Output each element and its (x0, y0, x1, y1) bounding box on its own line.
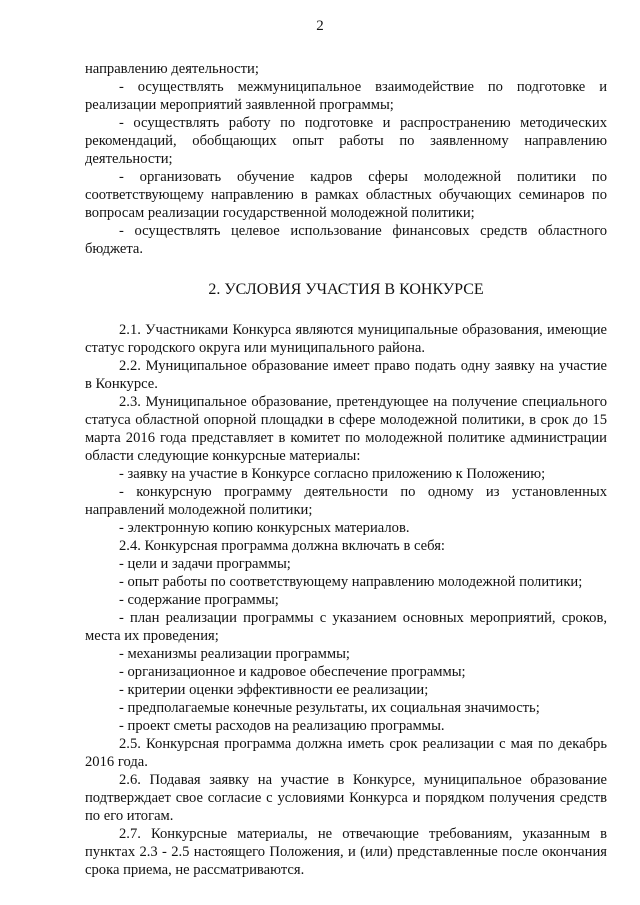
list-item: - цели и задачи программы; (119, 556, 291, 572)
intro-line: направлению деятельности; (85, 61, 259, 77)
list-item: - предполагаемые конечные результаты, их социальная значимость; (119, 700, 540, 716)
intro-list-item: - осуществлять целевое использование финансовых средств областного бюджета. (85, 223, 607, 257)
paragraph-2-5: 2.5. Конкурсная программа должна иметь срок реализации с мая по декабрь 2016 года. (85, 736, 607, 770)
paragraph-2-6: 2.6. Подавая заявку на участие в Конкурсе, муниципальное образование подтверждает свое согласие с условиями Конкурса и порядком получения средств по его итогам. (85, 772, 607, 824)
paragraph-2-7: 2.7. Конкурсные материалы, не отвечающие требованиям, указанным в пунктах 2.3 - 2.5 настоящего Положения, и (или) представленные после окончания срока приема, не рассматриваются. (85, 826, 607, 878)
section-heading: 2. УСЛОВИЯ УЧАСТИЯ В КОНКУРСЕ (208, 281, 484, 298)
intro-list-item: - организовать обучение кадров сферы молодежной политики по соответствующему направлению в рамках областных обучающих семинаров по вопросам реализации государственной молодежной политики; (85, 169, 607, 221)
list-item: - электронную копию конкурсных материалов. (119, 520, 410, 536)
paragraph-2-1: 2.1. Участниками Конкурса являются муниципальные образования, имеющие статус городского округа или муниципального района. (85, 322, 607, 356)
intro-list-item: - осуществлять работу по подготовке и распространению методических рекомендаций, обобщающих опыт работы по заявленному направлению деятельности; (85, 115, 607, 167)
list-item: - опыт работы по соответствующему направлению молодежной политики; (119, 574, 583, 590)
list-item: - план реализации программы с указанием основных мероприятий, сроков, места их проведения; (85, 610, 607, 644)
list-item: - механизмы реализации программы; (119, 646, 350, 662)
list-item: - содержание программы; (119, 592, 279, 608)
list-item: - конкурсную программу деятельности по одному из установленных направлений молодежной политики; (85, 484, 607, 518)
paragraph-2-2: 2.2. Муниципальное образование имеет право подать одну заявку на участие в Конкурсе. (85, 358, 607, 392)
paragraph-2-4: 2.4. Конкурсная программа должна включать в себя: (119, 538, 445, 554)
list-item: - проект сметы расходов на реализацию программы. (119, 718, 445, 734)
list-item: - критерии оценки эффективности ее реализации; (119, 682, 429, 698)
page-number: 2 (316, 18, 324, 34)
list-item: - заявку на участие в Конкурсе согласно приложению к Положению; (119, 466, 546, 482)
intro-list-item: - осуществлять межмуниципальное взаимодействие по подготовке и реализации мероприятий заявленной программы; (85, 79, 607, 113)
paragraph-2-3: 2.3. Муниципальное образование, претендующее на получение специального статуса областной опорной площадки в сфере молодежной политики, в срок до 15 марта 2016 года представляет в комитет по молодежной политике администрации области следующие конкурсные материалы: (85, 394, 607, 464)
list-item: - организационное и кадровое обеспечение программы; (119, 664, 466, 680)
document-body (85, 60, 607, 879)
